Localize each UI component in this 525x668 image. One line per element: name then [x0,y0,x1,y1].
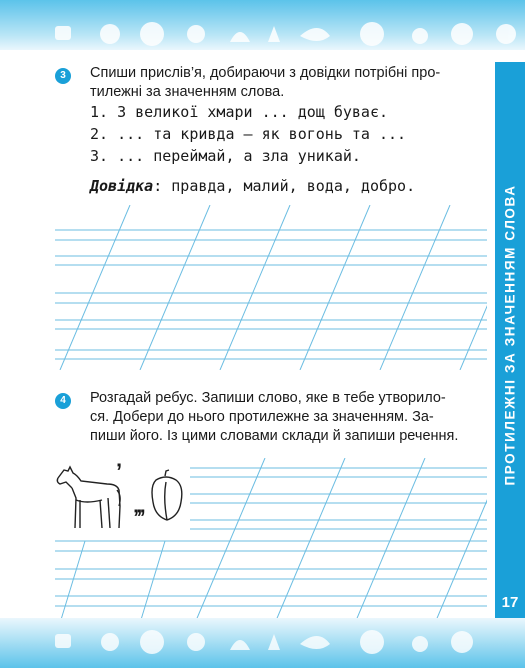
task-4-number-badge: 4 [55,393,71,409]
pepper-icon [152,470,182,520]
topic-title-vertical: ПРОТИЛЕЖНІ ЗА ЗНАЧЕННЯМ СЛОВА [502,184,518,486]
task-4-instruction-line: пиши його. Із цими словами склади й запиши речення. [90,428,459,444]
proverb-item: 3. ... переймай, а зла уникай. [90,147,361,165]
rebus-commas-triple: ’’’ [133,505,144,530]
task-4-instruction-line: ся. Добери до нього протилежне за значенням. За- [90,409,434,425]
rebus-comma-single: ’ [116,459,123,484]
proverb-item: 1. З великої хмари ... дощ буває. [90,103,389,121]
proverb-item: 2. ... та кривда — як вогонь та ... [90,125,407,143]
reference-words: : правда, малий, вода, добро. [153,177,416,195]
ruled-lines-block-1[interactable] [55,205,525,370]
horse-icon [57,467,120,528]
task-3-instruction-line: Спиши прислів’я, добираючи з довідки потрібні про- [90,65,441,81]
ornament-icons-bottom [0,624,525,664]
page-number: 17 [501,594,519,611]
task-4-instruction-line: Розгадай ребус. Запиши слово, яке в тебе утворило- [90,390,446,406]
task-3-instruction-line: тилежні за значенням слова. [90,84,285,100]
task-3-number-badge: 3 [55,68,71,84]
ruled-lines-block-3[interactable] [55,541,487,623]
reference-label: Довідка [90,177,154,195]
bottom-decorative-band [0,618,525,668]
